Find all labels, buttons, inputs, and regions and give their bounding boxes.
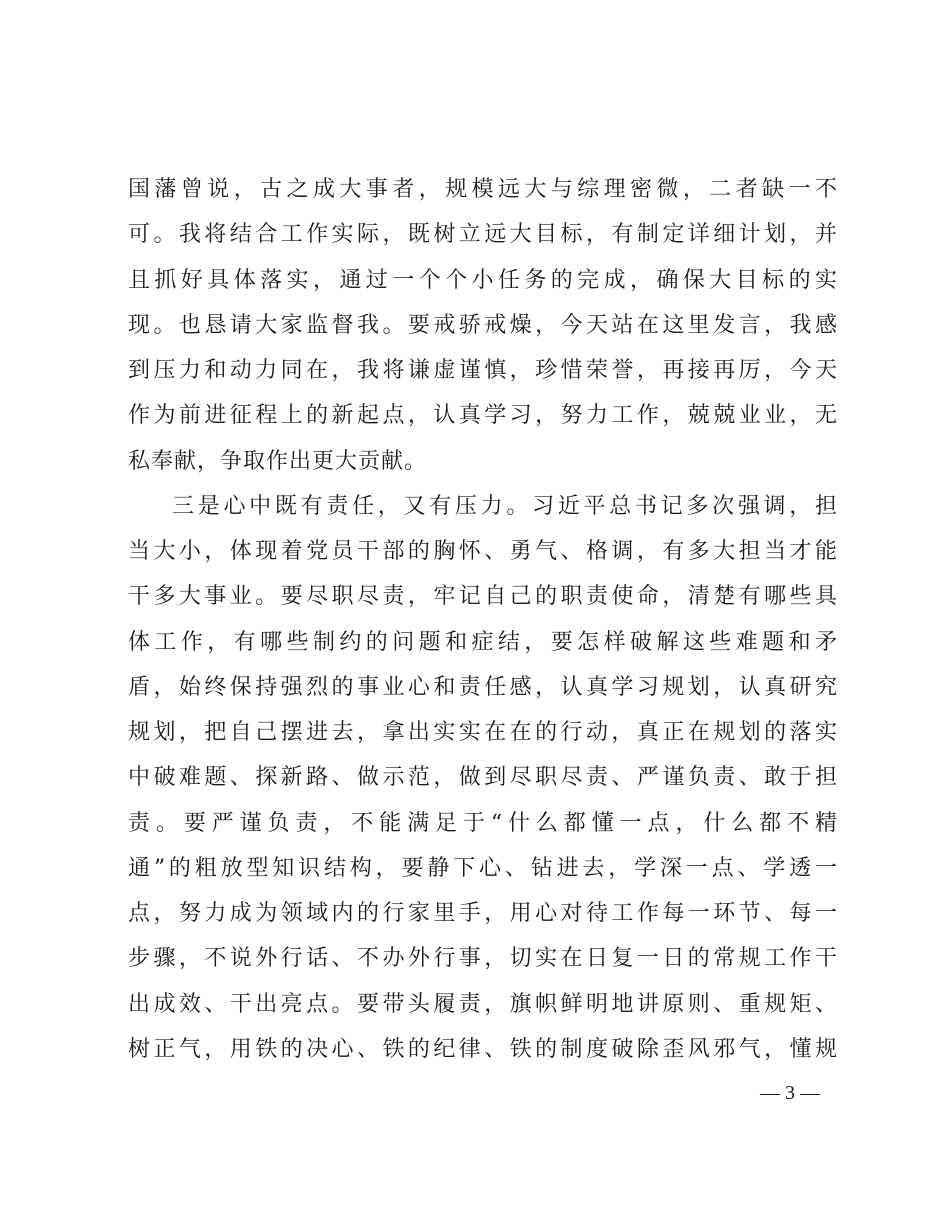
- text-line: 规划，把自己摆进去，拿出实实在在的行动，真正在规划的落实: [128, 720, 838, 745]
- text-line: 作为前进征程上的新起点，认真学习，努力工作，兢兢业业，无: [128, 403, 838, 429]
- text-line: 三是心中既有责任，又有压力。习近平总书记多次强调，担: [172, 493, 838, 519]
- text-line: 当大小，体现着党员干部的胸怀、勇气、格调，有多大担当才能: [128, 539, 838, 564]
- text-line: 出成效、干出亮点。要带头履责，旗帜鲜明地讲原则、重规矩、: [128, 991, 838, 1017]
- text-line: 私奉献，争取作出更大贡献。: [128, 448, 428, 474]
- text-line: 可。我将结合工作实际，既树立远大目标，有制定详细计划，并: [128, 222, 838, 248]
- text-line: 中破难题、探新路、做示范，做到尽职尽责、严谨负责、敢于担: [128, 765, 838, 791]
- text-line: [128, 1072, 838, 1117]
- text-line: 干多大事业。要尽职尽责，牢记自己的职责使命，清楚有哪些具: [128, 584, 838, 610]
- text-line: 通”的粗放型知识结构，要静下心、钻进去，学深一点、学透一: [128, 855, 838, 881]
- text-line: 树正气，用铁的决心、铁的纪律、铁的制度破除歪风邪气，懂规: [128, 1036, 838, 1062]
- text-line: 国藩曾说，古之成大事者，规模远大与综理密微，二者缺一不: [128, 177, 838, 202]
- text-line: 且抓好具体落实，通过一个个小任务的完成，确保大目标的实: [128, 267, 838, 293]
- text-line: 体工作，有哪些制约的问题和症结，要怎样破解这些难题和矛: [128, 629, 838, 655]
- text-line: 点，努力成为领域内的行家里手，用心对待工作每一环节、每一: [128, 901, 838, 926]
- page-number: — 3 —: [760, 1082, 820, 1104]
- text-line: 责。要严谨负责，不能满足于“什么都懂一点，什么都不精: [128, 810, 838, 836]
- text-line: 现。也恳请大家监督我。要戒骄戒燥，今天站在这里发言，我感: [128, 312, 838, 338]
- text-line: 步骤，不说外行话、不办外行事，切实在日复一日的常规工作干: [128, 946, 838, 972]
- body-text: [128, 167, 838, 1117]
- text-line: 到压力和动力同在，我将谦虚谨慎，珍惜荣誉，再接再厉，今天: [128, 358, 838, 383]
- text-line: 盾，始终保持强烈的事业心和责任感，认真学习规划，认真研究: [128, 674, 838, 700]
